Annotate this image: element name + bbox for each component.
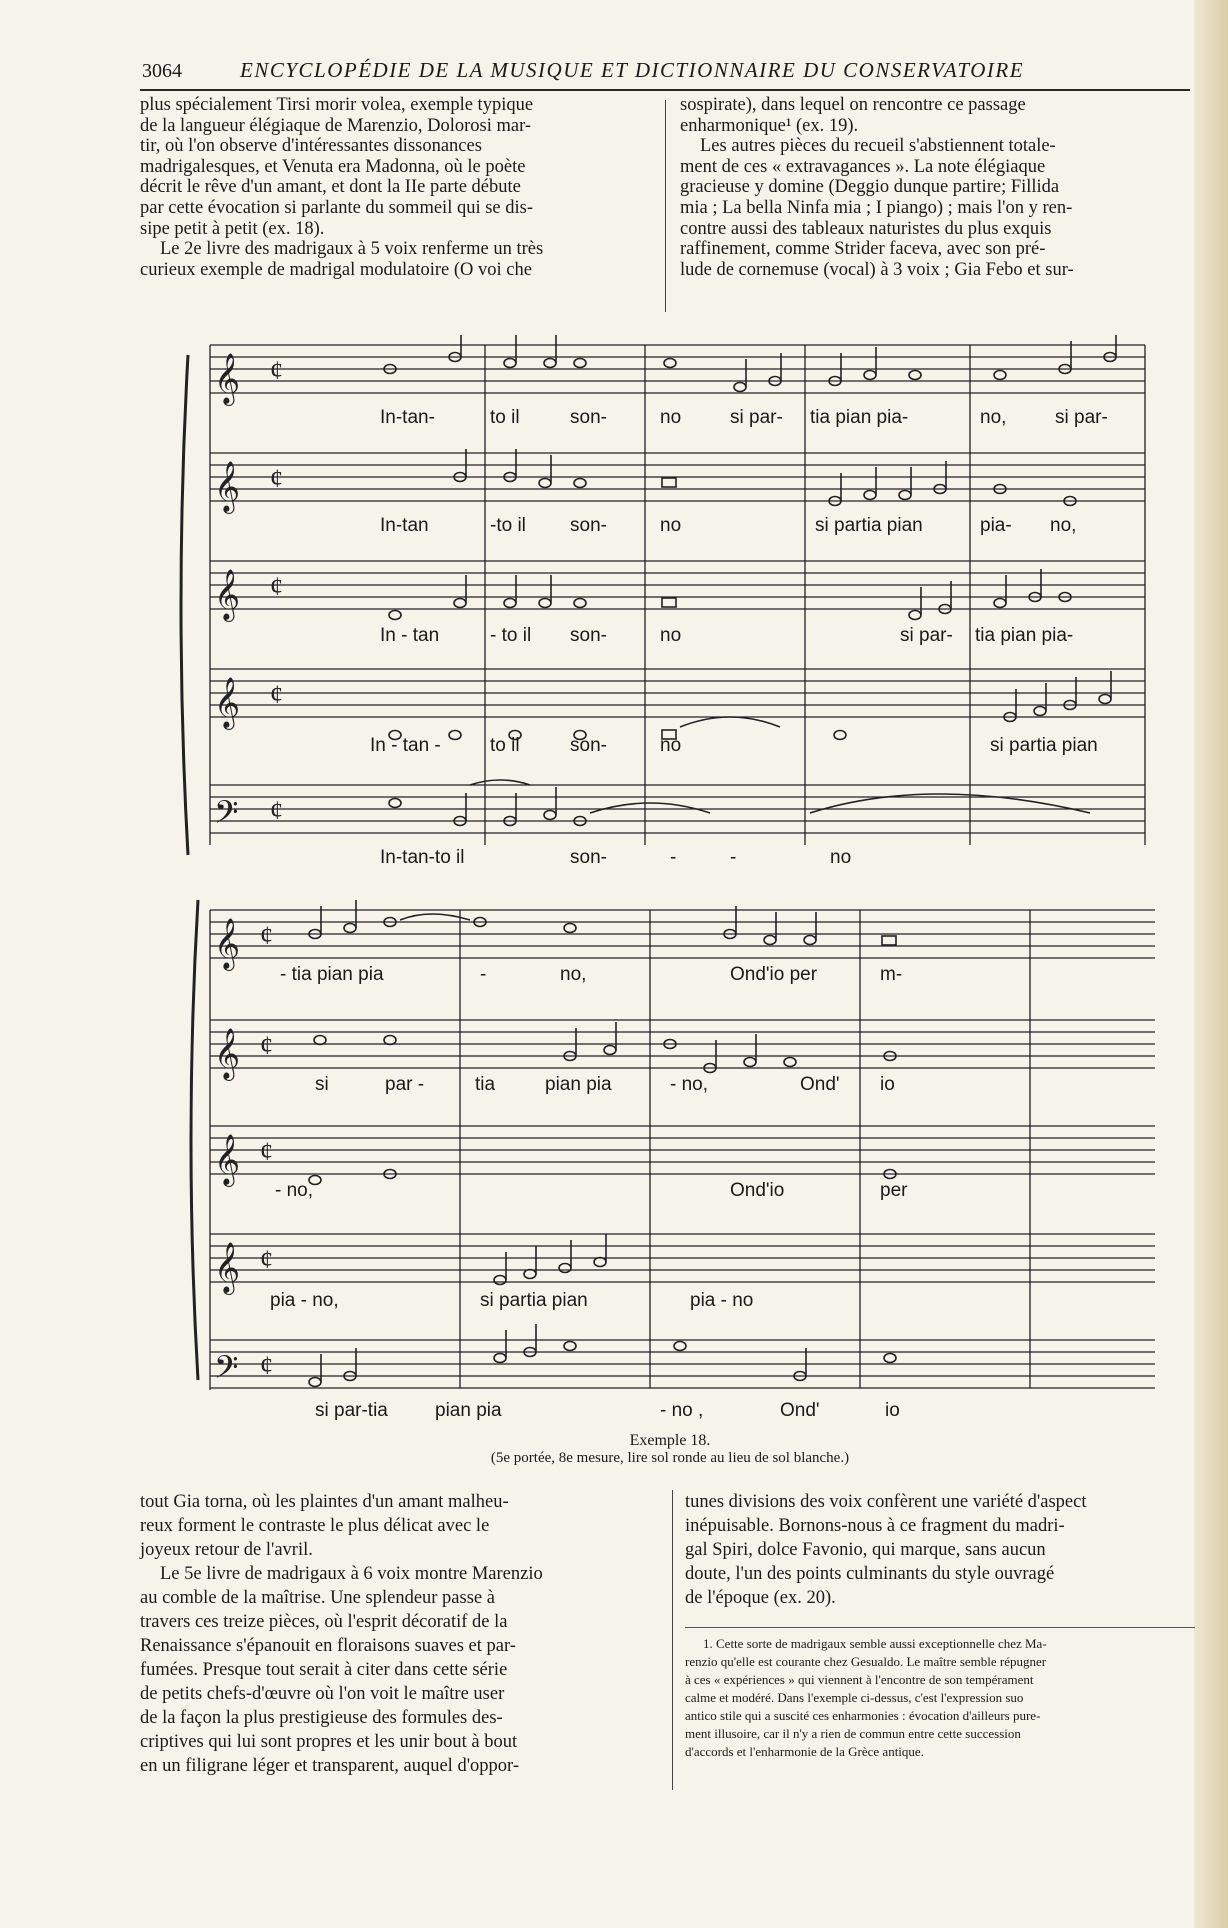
caption-note: (5e portée, 8e mesure, lire sol ronde au lieu de sol blanche.) xyxy=(490,1450,850,1466)
text-line: tir, où l'on observe d'intéressantes dissonances xyxy=(140,136,482,157)
svg-text:¢: ¢ xyxy=(270,680,283,709)
lyrics-system-2 xyxy=(170,880,1170,1440)
lyric: pian pia xyxy=(435,1400,502,1421)
column-rule-bottom xyxy=(672,1490,673,1790)
lyric: m- xyxy=(880,964,903,985)
svg-text:¢: ¢ xyxy=(270,796,283,825)
page-number: 3064 xyxy=(142,60,182,82)
lyric: si xyxy=(315,1074,329,1095)
svg-text:¢: ¢ xyxy=(260,921,273,950)
lyric: no, xyxy=(1050,515,1077,536)
left-column-bottom xyxy=(140,1490,660,1778)
example-caption xyxy=(420,1432,920,1467)
svg-text:𝄞: 𝄞 xyxy=(214,462,241,511)
svg-text:𝄞: 𝄞 xyxy=(214,678,241,727)
svg-text:𝄞: 𝄞 xyxy=(214,1029,241,1078)
lyric: - no, xyxy=(670,1074,709,1095)
svg-text:¢: ¢ xyxy=(270,464,283,493)
svg-text:¢: ¢ xyxy=(270,572,283,601)
text-line: au comble de la maîtrise. Une splendeur passe à xyxy=(140,1588,495,1608)
lyric: - no, xyxy=(275,1180,314,1201)
svg-text:𝄢: 𝄢 xyxy=(214,796,239,838)
text-line: contre aussi des tableaux naturistes du plus exquis xyxy=(680,218,1052,239)
text-line: fumées. Presque tout serait à citer dans cette série xyxy=(140,1660,508,1680)
lyric: to il xyxy=(490,407,520,428)
lyric: si par- xyxy=(730,407,783,428)
header-rule xyxy=(140,89,1190,91)
text-line: criptives qui lui sont propres et les unir bout à bout xyxy=(140,1732,518,1752)
lyric: son- xyxy=(570,515,607,536)
page-edge xyxy=(1194,0,1228,1928)
lyric: - xyxy=(670,847,677,868)
lyric: son- xyxy=(570,735,607,756)
caption-title: Exemple 18. xyxy=(629,1432,711,1449)
text-line: raffinement, comme Strider faceva, avec son pré- xyxy=(680,239,1046,260)
lyric: si par- xyxy=(1055,407,1108,428)
lyric: - no , xyxy=(660,1400,704,1421)
lyric: Ond'io per xyxy=(730,964,818,985)
lyric: no, xyxy=(560,964,587,985)
text-line: curieux exemple de madrigal modulatoire (O voi che xyxy=(140,259,532,280)
text-line: par cette évocation si parlante du sommeil qui se dis- xyxy=(140,197,534,218)
lyric: par - xyxy=(385,1074,425,1095)
text-line: de petits chefs-d'œuvre où l'on voit le maître user xyxy=(140,1684,505,1704)
svg-text:¢: ¢ xyxy=(270,356,283,385)
lyric: - to il xyxy=(490,625,532,646)
lyric: In - tan xyxy=(380,625,440,646)
lyric: tia xyxy=(475,1074,496,1095)
text-line: mia ; La bella Ninfa mia ; I piango) ; mais l'on y ren- xyxy=(680,197,1073,218)
lyric: no xyxy=(660,515,682,536)
text-line: doute, l'un des points culminants du style ouvragé xyxy=(685,1564,1055,1584)
lyric: In - tan - xyxy=(370,735,441,756)
text-line: plus spécialement Tirsi morir volea, exemple typique xyxy=(140,95,534,115)
svg-text:𝄞: 𝄞 xyxy=(214,570,241,619)
lyric: tia pian pia- xyxy=(975,625,1074,646)
svg-text:¢: ¢ xyxy=(260,1351,273,1380)
text-line: madrigalesques, et Venuta era Madonna, où le poète xyxy=(140,156,526,177)
text-line: en un filigrane léger et transparent, auquel d'oppor- xyxy=(140,1756,519,1776)
footnote-rule xyxy=(685,1627,1195,1628)
lyric: si partia pian xyxy=(990,735,1098,756)
text-line: travers ces treize pièces, où l'esprit décoratif de la xyxy=(140,1612,508,1632)
lyric: son- xyxy=(570,625,607,646)
footnote-line: 1. Cette sorte de madrigaux semble aussi exceptionnelle chez Ma- xyxy=(703,1636,1047,1651)
lyrics-system-1 xyxy=(170,335,1170,880)
lyric: - xyxy=(480,964,487,985)
lyric: - tia pian pia xyxy=(280,964,384,985)
lyric: si partia pian xyxy=(480,1290,588,1311)
text-line: joyeux retour de l'avril. xyxy=(140,1540,313,1560)
footnote-line: ment illusoire, car il n'y a rien de commun entre cette succession xyxy=(685,1726,1021,1741)
lyric: no xyxy=(660,625,682,646)
lyric: In-tan xyxy=(380,515,429,536)
lyric: no xyxy=(830,847,852,868)
text-line: gracieuse y domine (Deggio dunque partire; Fillida xyxy=(680,177,1060,198)
svg-text:𝄞: 𝄞 xyxy=(214,919,241,968)
lyric: son- xyxy=(570,407,607,428)
text-line: tunes divisions des voix confèrent une variété d'aspect xyxy=(685,1492,1087,1512)
svg-text:𝄞: 𝄞 xyxy=(214,1135,241,1184)
text-line: Le 5e livre de madrigaux à 6 voix montre Marenzio xyxy=(160,1564,543,1584)
lyric: no xyxy=(660,407,682,428)
lyric: per xyxy=(880,1180,908,1201)
footnote-line: renzio qu'elle est courante chez Gesualdo. Le maître semble répugner xyxy=(685,1654,1047,1669)
footnote-line: d'accords et l'enharmonie de la Grèce antique. xyxy=(685,1744,924,1759)
svg-text:𝄞: 𝄞 xyxy=(214,1243,241,1292)
svg-text:¢: ¢ xyxy=(260,1137,273,1166)
text-line: gal Spiri, dolce Favonio, qui marque, sans aucun xyxy=(685,1540,1046,1560)
footnote-line: à ces « expériences » qui viennent à l'encontre de son tempérament xyxy=(685,1672,1034,1687)
text-line: de la langueur élégiaque de Marenzio, Dolorosi mar- xyxy=(140,115,532,136)
text-line: ment de ces « extravagances ». La note élégiaque xyxy=(680,156,1046,177)
lyric: Ond' xyxy=(780,1400,820,1421)
lyric: io xyxy=(880,1074,895,1095)
text-line: enharmonique¹ (ex. 19). xyxy=(680,115,859,136)
lyric: si par-tia xyxy=(315,1400,388,1421)
text-line: de l'époque (ex. 20). xyxy=(685,1588,836,1608)
column-rule-top xyxy=(665,100,666,312)
lyric: pia - no xyxy=(690,1290,754,1311)
footnote-line: antico stile qui a suscité ces enharmonies : évocation d'ailleurs pure- xyxy=(685,1708,1041,1723)
lyric: pian pia xyxy=(545,1074,612,1095)
lyric: io xyxy=(885,1400,900,1421)
svg-text:¢: ¢ xyxy=(260,1245,273,1274)
lyric: -to il xyxy=(490,515,526,536)
footnote xyxy=(685,1635,1195,1761)
left-column-top xyxy=(140,95,650,280)
page-header xyxy=(140,56,1190,88)
lyric: In-tan-to il xyxy=(380,847,465,868)
text-line: sospirate), dans lequel on rencontre ce passage xyxy=(680,95,1026,115)
lyric: to il xyxy=(490,735,520,756)
lyric: - xyxy=(730,847,737,868)
text-line: sipe petit à petit (ex. 18). xyxy=(140,218,325,239)
running-title: ENCYCLOPÉDIE DE LA MUSIQUE ET DICTIONNAIRE DU CONSERVATOIRE xyxy=(240,58,1025,82)
lyric: son- xyxy=(570,847,607,868)
lyric: pia - no, xyxy=(270,1290,339,1311)
text-line: de la façon la plus prestigieuse des formules des- xyxy=(140,1708,503,1728)
right-column-bottom xyxy=(685,1490,1195,1610)
svg-text:𝄢: 𝄢 xyxy=(214,1351,239,1393)
text-line: reux forment le contraste le plus délicat avec le xyxy=(140,1516,490,1536)
text-line: Le 2e livre des madrigaux à 5 voix renferme un très xyxy=(160,239,544,260)
text-line: Les autres pièces du recueil s'abstiennent totale- xyxy=(700,136,1056,157)
lyric: no, xyxy=(980,407,1007,428)
lyric: si par- xyxy=(900,625,953,646)
text-line: lude de cornemuse (vocal) à 3 voix ; Gia Febo et sur- xyxy=(680,259,1074,280)
lyric: pia- xyxy=(980,515,1012,536)
lyric: In-tan- xyxy=(380,407,435,428)
text-line: décrit le rêve d'un amant, et dont la IIe parte débute xyxy=(140,177,521,198)
text-line: Renaissance s'épanouit en floraisons suaves et par- xyxy=(140,1636,516,1656)
svg-text:𝄞: 𝄞 xyxy=(214,354,241,403)
lyric: Ond'io xyxy=(730,1180,785,1201)
footnote-line: calme et modéré. Dans l'exemple ci-dessus, c'est l'expression suo xyxy=(685,1690,1024,1705)
right-column-top xyxy=(680,95,1190,280)
lyric: si partia pian xyxy=(815,515,923,536)
lyric: tia pian pia- xyxy=(810,407,909,428)
lyric: Ond' xyxy=(800,1074,840,1095)
text-line: tout Gia torna, où les plaintes d'un amant malheu- xyxy=(140,1492,509,1512)
text-line: inépuisable. Bornons-nous à ce fragment du madri- xyxy=(685,1516,1065,1536)
svg-text:¢: ¢ xyxy=(260,1031,273,1060)
lyric: no xyxy=(660,735,682,756)
